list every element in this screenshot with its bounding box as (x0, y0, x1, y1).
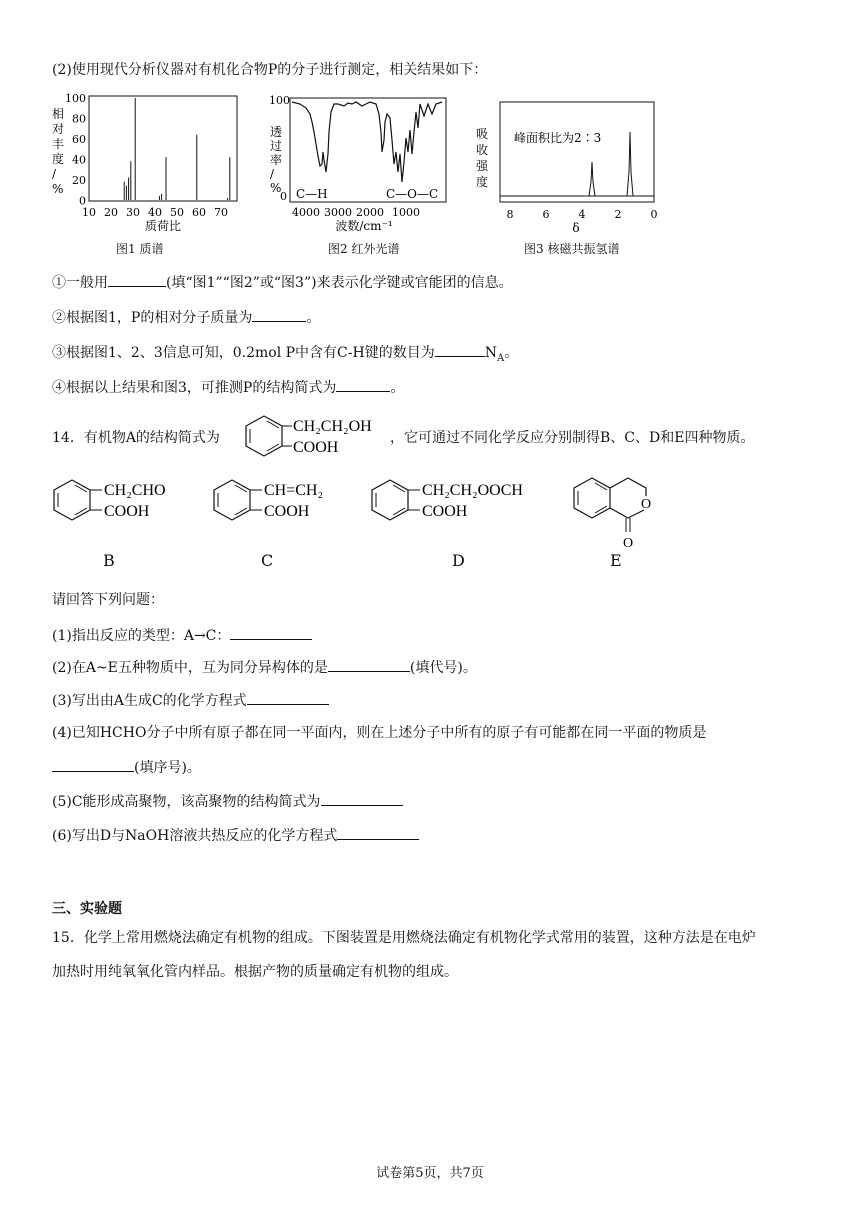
C-substituent-2: COOH (264, 503, 310, 520)
fig2-ylabel-char: % (270, 181, 282, 195)
fig2-ylabel-char: 率 (270, 153, 283, 167)
q14-p4b: (填序号)。 (52, 757, 201, 778)
fig1-y-tick: 100 (65, 92, 86, 105)
fig2-y-bottom: 0 (280, 190, 287, 203)
fig3-x-tick: 0 (650, 208, 658, 221)
C-substituent-1: CH=CH₂ (264, 482, 324, 499)
fig3-x-tick: 2 (614, 208, 622, 221)
fig2-caption: 图2 红外光谱 (328, 242, 400, 256)
page-footer: 试卷第5页，共7页 (376, 1166, 484, 1181)
fig3-ylabel-char: 吸 (476, 127, 489, 141)
fig1-y-tick: 20 (72, 174, 86, 187)
fig3-annotation: 峰面积比为2∶3 (514, 131, 602, 145)
fig1-x-tick: 10 (82, 206, 96, 219)
structure-D (366, 474, 556, 530)
q14-p6: (6)写出D与NaOH溶液共热反应的化学方程式 (52, 825, 419, 846)
q14-stem-a: 14．有机物A的结构简式为 (52, 430, 220, 446)
fig3-caption: 图3 核磁共振氢谱 (524, 242, 620, 256)
fig1-ylabel-char: / (52, 167, 57, 181)
answer-blank-2[interactable] (252, 307, 306, 322)
D-substituent-2: COOH (422, 503, 468, 520)
fig1-x-tick: 40 (148, 206, 162, 219)
answer-blank-p5[interactable] (321, 791, 403, 806)
q15-line-2: 加热时用纯氧氧化管内样品。根据产物的质量确定有机物的组成。 (52, 964, 458, 980)
A-substituent-1: CH₂CH₂OH (293, 418, 372, 435)
fig3-ylabel-char: 收 (476, 143, 489, 157)
answer-blank-p4[interactable] (52, 757, 134, 772)
D-substituent-1: CH₂CH₂OOCH (422, 482, 523, 499)
q14-stem-b: ，它可通过不同化学反应分别制得B、C、D和E四种物质。 (390, 430, 755, 446)
A-substituent-2: COOH (293, 439, 339, 456)
fig2-ylabel-char: / (270, 167, 275, 181)
fig3-nmr-spectrum (472, 92, 672, 260)
fig2-x-tick: 4000 (292, 206, 320, 219)
fig2-ir-spectrum (266, 92, 456, 260)
fig3-x-tick: 4 (578, 208, 586, 221)
q13-sub1: ①一般用 (填“图1”“图2”或“图3”)来表示化学键或官能团的信息。 (52, 272, 513, 293)
fig1-ylabel-char: 度 (52, 152, 65, 166)
fig1-xlabel: 质荷比 (144, 219, 182, 233)
q15-line-1: 15．化学上常用燃烧法确定有机物的组成。下图装置是用燃烧法确定有机物化学式常用的装置，这种方法是在电炉 (52, 930, 756, 946)
fig2-x-tick: 1000 (392, 206, 420, 219)
fig1-ylabel-char: 丰 (52, 137, 65, 151)
label-B: B (103, 551, 115, 570)
structure-A (236, 412, 386, 462)
fig1-y-tick: 80 (72, 112, 86, 126)
q14-p3: (3)写出由A生成C的化学方程式 (52, 690, 329, 711)
E-ring-oxygen: O (641, 497, 652, 512)
fig2-label-coc: C—O—C (386, 187, 439, 201)
fig1-mass-spectrum (50, 92, 250, 260)
structure-B (48, 474, 198, 530)
fig3-ylabel-char: 度 (476, 175, 489, 189)
answer-blank-p3[interactable] (247, 690, 329, 705)
q14-p5: (5)C能形成高聚物，该高聚物的结构简式为 (52, 791, 403, 812)
fig2-x-tick: 3000 (324, 206, 352, 219)
fig1-x-tick: 50 (170, 206, 184, 219)
fig3-xlabel: δ (572, 221, 580, 235)
fig3-x-tick: 6 (542, 208, 550, 221)
q13-part2-intro: (2)使用现代分析仪器对有机化合物P的分子进行测定，相关结果如下： (52, 62, 488, 78)
fig1-ylabel-char: 相 (52, 107, 65, 121)
fig1-x-tick: 30 (126, 206, 140, 219)
q13-sub2: ②根据图1，P的相对分子质量为 。 (52, 307, 320, 328)
q14-p4a: (4)已知HCHO分子中所有原子都在同一平面内，则在上述分子中所有的原子有可能都在同一平面的物质是 (52, 725, 707, 741)
label-D: D (452, 551, 465, 570)
fig2-y-top: 100 (269, 94, 290, 107)
B-substituent-1: CH₂CHO (104, 482, 166, 499)
q13-sub4: ④根据以上结果和图3，可推测P的结构简式为 。 (52, 377, 404, 398)
q14-p2: (2)在A~E五种物质中，互为同分异构体的是 (填代号)。 (52, 657, 477, 678)
structure-E (566, 470, 666, 552)
q13-sub3: ③根据图1、2、3信息可知，0.2mol P中含有C-H键的数目为 $N_A$。 (52, 342, 518, 369)
fig3-ylabel-char: 强 (476, 159, 489, 173)
fig1-y-tick: 0 (79, 194, 86, 208)
label-C: C (261, 551, 274, 570)
fig1-ylabel-char: 对 (52, 122, 65, 136)
fig2-ylabel-char: 透 (270, 125, 283, 139)
B-substituent-2: COOH (104, 503, 150, 520)
fig1-x-tick: 20 (104, 206, 118, 219)
q14-prompt: 请回答下列问题： (52, 592, 164, 608)
q14-p1: (1)指出反应的类型：A→C： (52, 625, 312, 646)
answer-blank-p6[interactable] (337, 825, 419, 840)
fig2-x-tick: 2000 (356, 206, 384, 219)
fig2-label-ch: C—H (296, 187, 328, 201)
fig1-x-tick: 70 (214, 206, 228, 219)
fig3-x-tick: 8 (506, 208, 514, 221)
fig1-x-tick: 60 (192, 206, 206, 219)
structure-C (208, 474, 348, 530)
fig1-ylabel-char: % (52, 182, 64, 196)
answer-blank-p2[interactable] (328, 657, 410, 672)
answer-blank-3[interactable] (435, 342, 485, 357)
fig1-y-tick: 60 (72, 133, 86, 146)
section-3-title: 三、实验题 (52, 901, 122, 917)
E-carbonyl-oxygen: O (623, 536, 634, 551)
fig2-xlabel: 波数/cm⁻¹ (335, 219, 393, 233)
fig2-ylabel-char: 过 (270, 139, 283, 153)
answer-blank-4[interactable] (336, 377, 390, 392)
label-E: E (610, 551, 622, 570)
fig1-y-tick: 40 (72, 153, 86, 167)
answer-blank-1[interactable] (108, 272, 166, 287)
fig1-caption: 图1 质谱 (116, 242, 164, 256)
answer-blank-p1[interactable] (230, 625, 312, 640)
